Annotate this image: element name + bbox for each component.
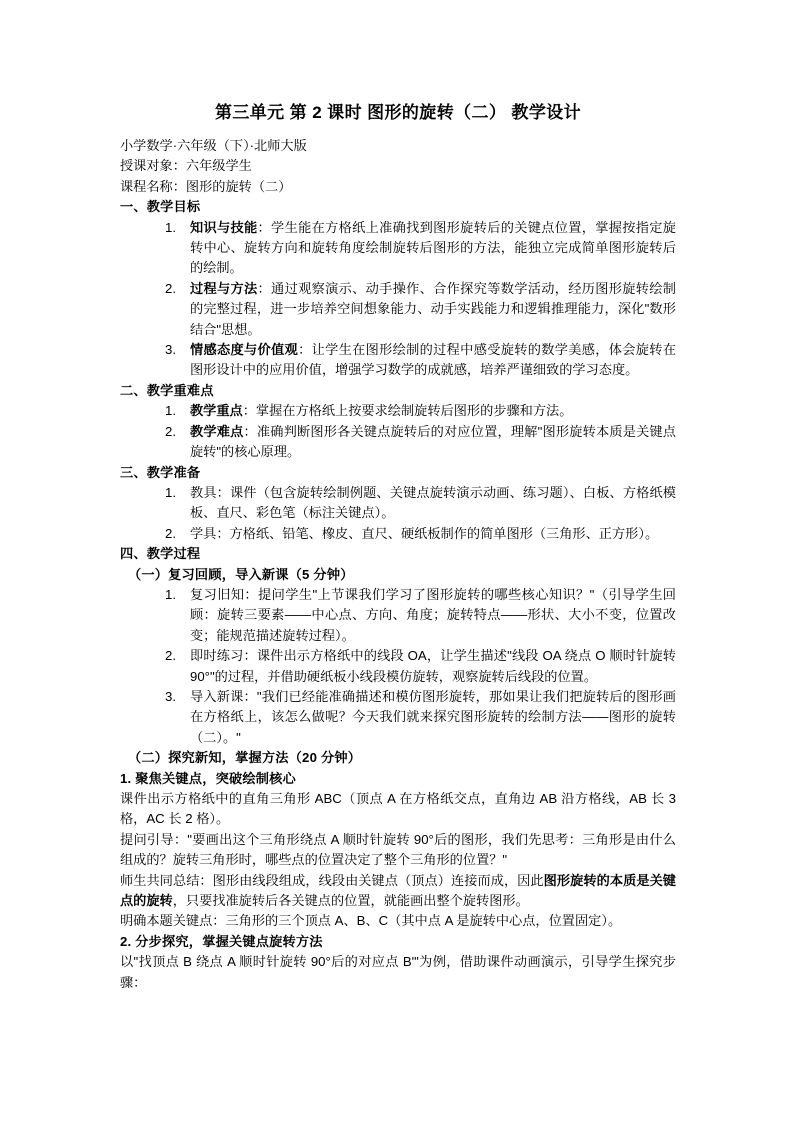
key-difficult-list	[120, 401, 676, 462]
paragraph-step-example: 以"找顶点 B 绕点 A 顺时针旋转 90°后的对应点 B'"为例，借助课件动画演示，引导学生探究步骤：	[120, 954, 676, 990]
list-item	[190, 279, 676, 340]
list-item	[190, 218, 676, 279]
subsection-heading-part-one: （一）复习回顾，导入新课（5 分钟）	[128, 566, 354, 582]
paragraph-summary	[120, 871, 676, 912]
list-item-text: ：准确判断图形各关键点旋转后的对应位置，理解"图形旋转本质是关键点旋转"的核心原理。	[190, 423, 676, 460]
objectives-list	[120, 218, 676, 381]
list-item-text: ：掌握在方格纸上按要求绘制旋转后图形的步骤和方法。	[242, 403, 573, 419]
meta-audience: 授课对象：六年级学生	[120, 158, 252, 174]
summary-text-after: ，只要找准旋转后各关键点的位置，就能画出整个旋转图形。	[172, 893, 529, 909]
paragraph-key-points: 明确本题关键点：三角形的三个顶点 A、B、C（其中点 A 是旋转中心点，位置固定）。	[120, 913, 622, 929]
list-item-label: 情感态度与价值观	[190, 342, 299, 358]
section-heading-objectives: 一、教学目标	[120, 199, 201, 215]
list-item-text: ：学生能在方格纸上准确找到图形旋转后的关键点位置，掌握按指定旋转中心、旋转方向和旋转角度绘制旋转后图形的方法，能独立完成简单图形旋转后的绘制。	[190, 219, 676, 276]
part-one-list	[120, 585, 676, 748]
preparation-list	[120, 483, 676, 544]
list-item	[190, 340, 676, 381]
list-item-text: ：让学生在图形绘制的过程中感受旋转的数学美感，体会旋转在图形设计中的应用价值，增强学习数学的成就感，培养严谨细致的学习态度。	[190, 342, 677, 378]
section-heading-preparation: 三、教学准备	[120, 464, 201, 480]
list-item-text: 即时练习：课件出示方格纸中的线段 OA，让学生描述"线段 OA 绕点 O 顺时针旋转 90°"的过程，并借助硬纸板小线段模仿旋转，观察旋转后线段的位置。	[190, 648, 676, 684]
list-item-text: 学具：方格纸、铅笔、橡皮、直尺、硬纸板制作的简单图形（三角形、正方形）。	[190, 525, 659, 541]
list-item-label: 教学重点	[190, 403, 243, 419]
summary-text-bold: 图形旋转的本质是关键点的旋转	[120, 872, 676, 909]
subsection-heading-step-explore: 2. 分步探究，掌握关键点旋转方法	[120, 933, 323, 949]
list-item	[190, 524, 676, 544]
paragraph-question-guide: 提问引导："要画出这个三角形绕点 A 顺时针旋转 90°后的图形，我们先思考：三角形是由什么组成的？旋转三角形时，哪些点的位置决定了整个三角形的位置？"	[120, 831, 676, 868]
list-item	[190, 483, 676, 524]
subsection-heading-focus-key-points: 1. 聚焦关键点，突破绘制核心	[120, 770, 296, 786]
list-item	[190, 585, 676, 646]
section-heading-process: 四、教学过程	[120, 546, 201, 562]
list-item-label: 教学难点	[190, 423, 244, 439]
summary-text-before: 师生共同总结：图形由线段组成，线段由关键点（顶点）连接而成，因此	[120, 872, 544, 888]
subsection-heading-part-two: （二）探究新知，掌握方法（20 分钟）	[128, 750, 362, 766]
list-item	[190, 422, 676, 463]
list-item	[190, 687, 676, 748]
list-item-text: ：通过观察演示、动手操作、合作探究等数学活动，经历图形旋转绘制的完整过程，进一步培养空间想象能力、动手实践能力和逻辑推理能力，深化"数形结合"思想。	[190, 280, 676, 337]
list-item-text: 复习旧知：提问学生"上节课我们学习了图形旋转的哪些核心知识？"（引导学生回顾：旋转三要素——中心点、方向、角度；旋转特点——形状、大小不变，位置改变；能规范描述旋转过程）。	[190, 586, 676, 643]
list-item-label: 过程与方法	[190, 280, 258, 296]
list-item-text: 教具：课件（包含旋转绘制例题、关键点旋转演示动画、练习题）、白板、方格纸模板、直尺、彩色笔（标注关键点）。	[190, 484, 676, 521]
meta-textbook: 小学数学·六年级（下）·北师大版	[120, 138, 307, 153]
list-item-text: 导入新课："我们已经能准确描述和模仿图形旋转，那如果让我们把旋转后的图形画在方格纸上，该怎么做呢？今天我们就来探究图形旋转的绘制方法——图形的旋转（二）。"	[190, 688, 676, 745]
list-item-label: 知识与技能	[190, 219, 258, 235]
list-item	[190, 646, 676, 687]
paragraph-triangle-setup: 课件出示方格纸中的直角三角形 ABC（顶点 A 在方格纸交点，直角边 AB 沿方格线，AB 长 3 格，AC 长 2 格）。	[120, 791, 676, 827]
list-item	[190, 401, 676, 421]
meta-course-name: 课程名称：图形的旋转（二）	[120, 178, 292, 194]
page-title: 第三单元 第 2 课时 图形的旋转（二） 教学设计	[214, 103, 582, 122]
section-heading-key-difficult: 二、教学重难点	[120, 382, 214, 398]
